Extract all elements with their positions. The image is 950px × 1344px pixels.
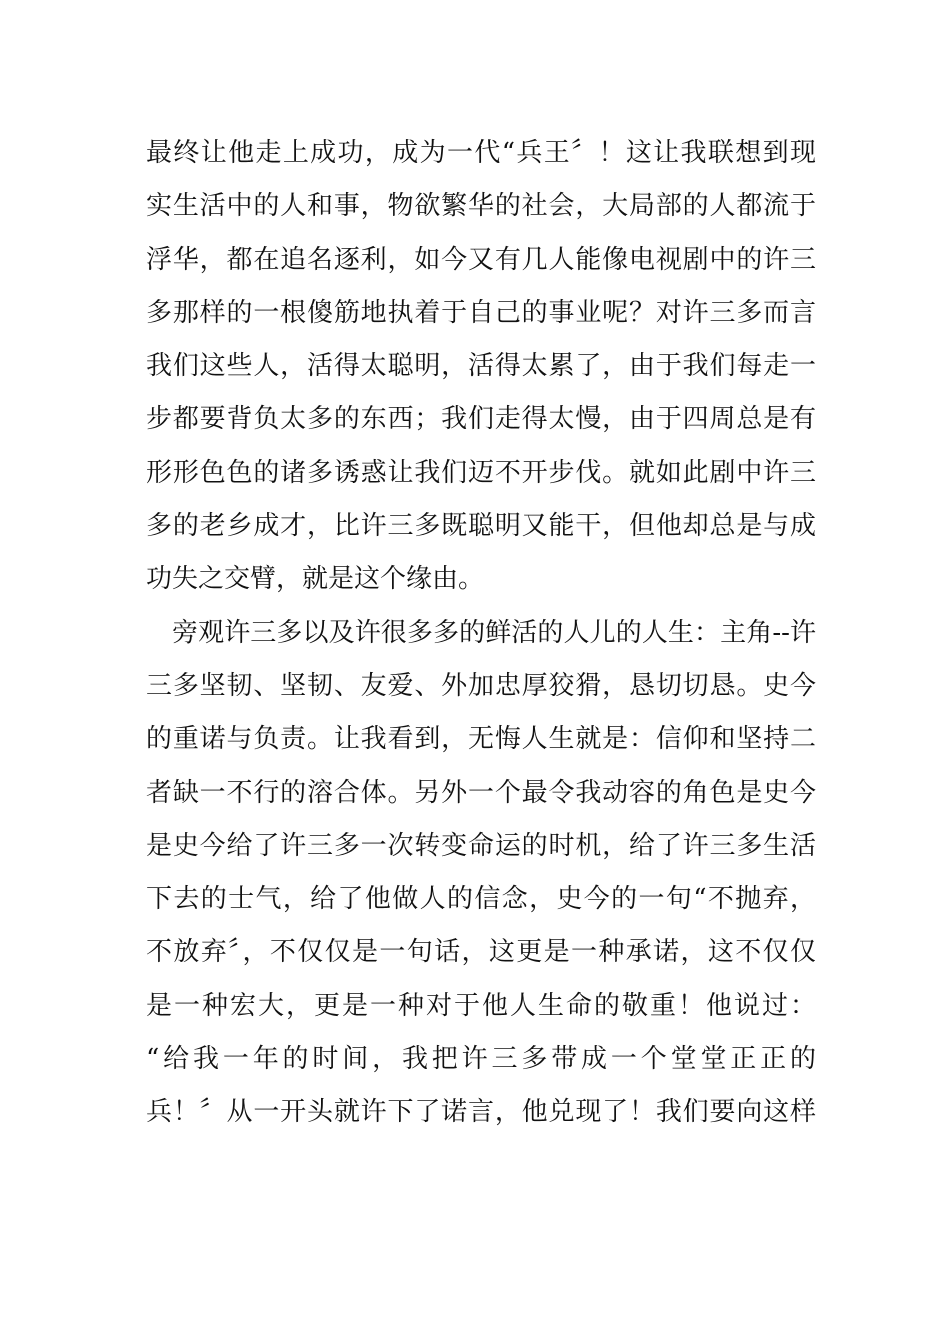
text-line: 是一种宏大，更是一种对于他人生命的敬重！他说过： [146,990,816,1021]
text-line: 的重诺与负责。让我看到，无悔人生就是：信仰和坚持二 [146,724,816,755]
text-line: 旁观许三多以及许很多多的鲜活的人儿的人生：主角--许 [172,617,816,648]
text-line: 步都要背负太多的东西；我们走得太慢，由于四周总是有 [146,404,816,435]
text-line: 多的老乡成才，比许三多既聪明又能干，但他却总是与成 [146,511,816,542]
text-line: 下去的士气，给了他做人的信念，史今的一句“不抛弃， [146,884,816,915]
text-line: 三多坚韧、坚韧、友爱、外加忠厚狡猾，恳切切恳。史今 [146,670,816,701]
text-line: 是史今给了许三多一次转变命运的时机，给了许三多生活 [146,830,816,861]
paragraph [146,127,816,607]
text-line: 我们这些人，活得太聪明，活得太累了，由于我们每走一 [146,351,816,382]
text-line: 兵！〞从一开头就许下了诺言，他兑现了！我们要向这样 [146,1097,816,1128]
text-line: 形形色色的诸多诱惑让我们迈不开步伐。就如此剧中许三 [146,457,816,488]
text-line: “给我一年的时间，我把许三多带成一个堂堂正正的 [146,1044,816,1075]
text-line: 实生活中的人和事，物欲繁华的社会，大局部的人都流于 [146,191,816,222]
paragraph [146,607,816,1140]
text-line: 功失之交臂，就是这个缘由。 [146,564,485,595]
document-body [146,127,816,1140]
text-line: 不放弃〞，不仅仅是一句话，这更是一种承诺，这不仅仅 [146,937,816,968]
text-line: 多那样的一根傻筋地执着于自己的事业呢？对许三多而言 [146,297,816,328]
text-line: 者缺一不行的溶合体。另外一个最令我动容的角色是史今 [146,777,816,808]
text-line: 浮华，都在追名逐利，如今又有几人能像电视剧中的许三 [146,244,816,275]
text-line: 最终让他走上成功，成为一代“兵王〞！这让我联想到现 [146,138,816,168]
